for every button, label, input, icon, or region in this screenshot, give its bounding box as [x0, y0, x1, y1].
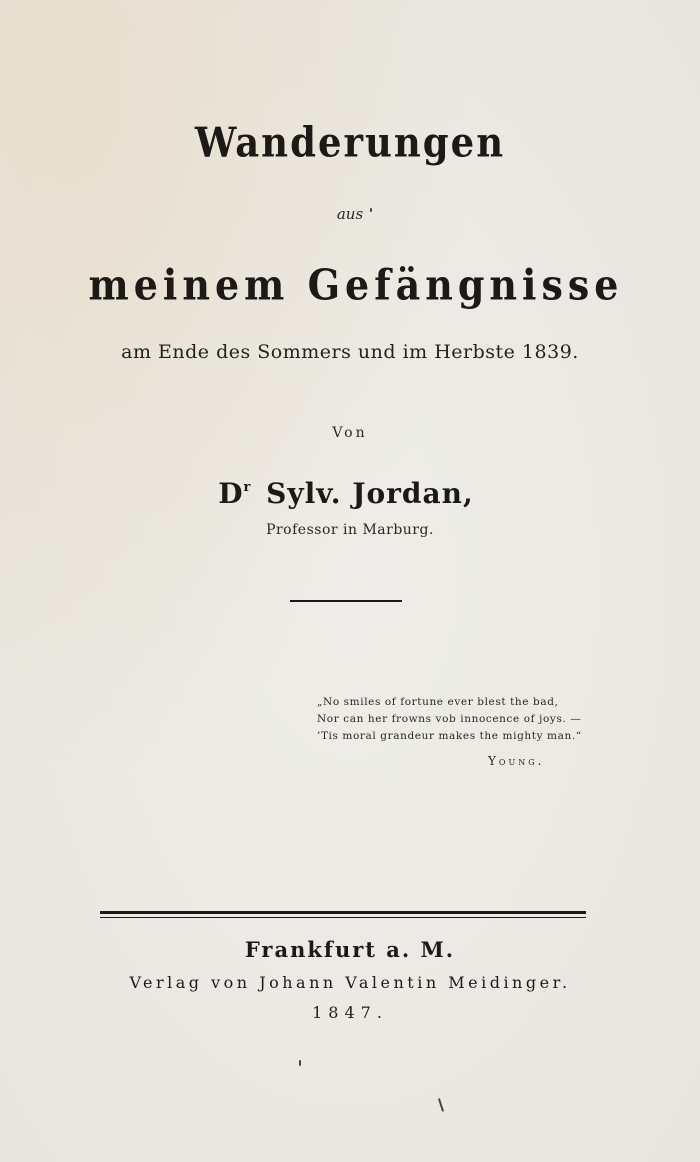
imprint-publisher: Verlag von Johann Valentin Meidinger. [129, 973, 571, 992]
main-title-second-line: meinem Gefängnisse [88, 259, 624, 310]
epigraph-line: Nor can her frowns vob innocence of joys. — [317, 713, 582, 725]
section-divider [290, 600, 402, 602]
imprint-place: Frankfurt a. M. [244, 937, 456, 962]
epigraph-line: „No smiles of fortune ever blest the bad, [317, 696, 559, 708]
epigraph-line: ’Tis moral grandeur makes the mighty man.“ [317, 730, 582, 742]
imprint-year: 1847. [312, 1003, 388, 1022]
author-name: Sylv. Jordan, [266, 477, 474, 510]
imprint-rule-thin [100, 917, 586, 918]
imprint-rule-thick [100, 911, 586, 914]
epigraph-attribution: Young. [488, 754, 545, 768]
ink-speck [299, 1060, 301, 1066]
subtitle: am Ende des Sommers und im Herbste 1839. [121, 341, 579, 363]
author-prefix: $D^r$ [218, 477, 252, 510]
epigraph [317, 694, 582, 745]
byline-von: Von [332, 425, 368, 441]
author-name-line [0, 477, 696, 510]
author-affiliation: Professor in Marburg. [266, 522, 434, 538]
title-connector: aus [336, 205, 364, 223]
ink-speck [438, 1098, 444, 1112]
main-title: Wanderungen [194, 117, 506, 167]
